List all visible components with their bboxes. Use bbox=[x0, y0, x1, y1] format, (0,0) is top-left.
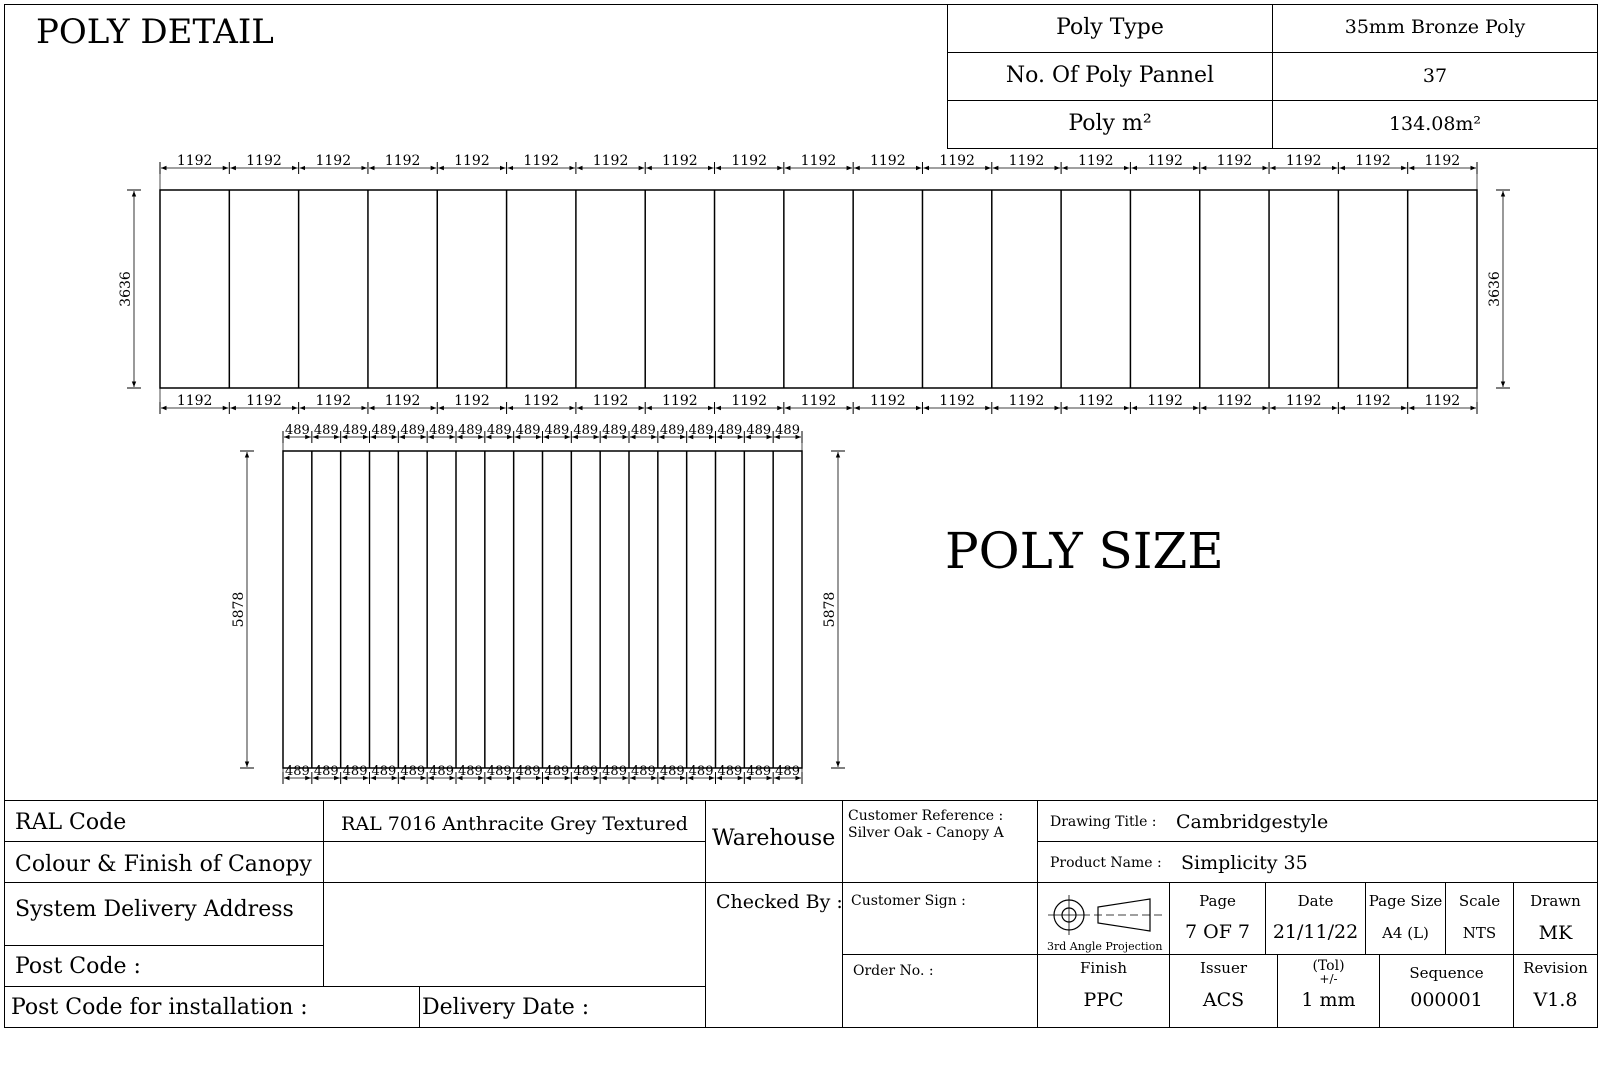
tolerance-label: (Tol) bbox=[1312, 958, 1345, 974]
width-dim-label: 489 bbox=[775, 423, 800, 438]
height-dim-label: 5878 bbox=[231, 591, 247, 628]
width-dim-label: 1192 bbox=[939, 393, 975, 409]
delivery-address-label-cell bbox=[4, 882, 324, 946]
width-dim-label: 489 bbox=[602, 423, 627, 438]
width-dim-label: 1192 bbox=[800, 393, 837, 409]
width-dim-label: 489 bbox=[342, 423, 368, 438]
width-dim-label: 489 bbox=[486, 423, 512, 438]
height-dim-label: 3636 bbox=[118, 271, 134, 307]
delivery-address-value-cell bbox=[323, 882, 706, 987]
width-dim-label: 489 bbox=[400, 423, 426, 438]
width-dim-label: 1192 bbox=[662, 393, 698, 409]
width-dim-label: 489 bbox=[544, 764, 570, 779]
third-angle-projection-icon bbox=[1046, 895, 1164, 935]
width-dim-label: 489 bbox=[717, 764, 743, 779]
width-dim-label: 489 bbox=[515, 764, 541, 779]
width-dim-label: 489 bbox=[659, 423, 685, 438]
width-dim-label: 1192 bbox=[592, 153, 629, 169]
width-dim-label: 489 bbox=[544, 423, 570, 438]
product-name-cell bbox=[1037, 841, 1598, 883]
scale-label: Scale bbox=[1458, 892, 1501, 910]
width-dim-label: 1192 bbox=[523, 153, 560, 169]
customer-ref-label: Customer Reference : bbox=[848, 808, 1004, 824]
revision-label: Revision bbox=[1523, 959, 1588, 977]
delivery-address-label: System Delivery Address bbox=[15, 897, 294, 922]
colour-value-cell bbox=[323, 841, 706, 883]
width-dim-label: 489 bbox=[458, 764, 483, 779]
width-dim-label: 489 bbox=[746, 423, 772, 438]
width-dim-label: 1192 bbox=[454, 393, 490, 409]
post-code-label: Post Code : bbox=[15, 954, 141, 979]
width-dim-label: 1192 bbox=[1285, 153, 1322, 169]
projection-cell bbox=[1037, 882, 1170, 955]
ral-code-value: RAL 7016 Anthracite Grey Textured bbox=[341, 813, 688, 835]
width-dim-label: 1192 bbox=[869, 153, 906, 169]
width-dim-label: 489 bbox=[371, 423, 397, 438]
page-title: POLY DETAIL bbox=[36, 12, 274, 52]
colour-label: Colour & Finish of Canopy bbox=[15, 852, 312, 877]
revision-cell bbox=[1513, 954, 1598, 1028]
scale-value: NTS bbox=[1462, 924, 1497, 942]
poly-area-label: Poly m² bbox=[1068, 111, 1152, 136]
colour-label-cell bbox=[4, 841, 324, 883]
width-dim-label: 1192 bbox=[315, 153, 352, 169]
issuer-label: Issuer bbox=[1199, 959, 1248, 977]
width-dim-label: 1192 bbox=[176, 153, 213, 169]
poly-size-label: POLY SIZE bbox=[945, 522, 1224, 580]
width-dim-label: 1192 bbox=[731, 393, 768, 409]
top-panel-group bbox=[118, 153, 1510, 414]
width-dim-label: 1192 bbox=[939, 153, 975, 169]
width-dim-label: 1192 bbox=[662, 153, 698, 169]
width-dim-label: 1192 bbox=[1424, 153, 1461, 169]
order-no-label: Order No. : bbox=[853, 963, 934, 979]
width-dim-label: 489 bbox=[515, 423, 541, 438]
ral-code-value-cell bbox=[323, 800, 706, 842]
width-dim-label: 1192 bbox=[384, 153, 421, 169]
date-label: Date bbox=[1297, 892, 1334, 910]
product-name-value: Simplicity 35 bbox=[1181, 852, 1308, 874]
width-dim-label: 1192 bbox=[454, 153, 490, 169]
tolerance-sub: +/- bbox=[1319, 972, 1338, 986]
width-dim-label: 1192 bbox=[1077, 153, 1114, 169]
width-dim-label: 1192 bbox=[246, 153, 282, 169]
width-dim-label: 1192 bbox=[1008, 393, 1045, 409]
width-dim-label: 489 bbox=[688, 764, 714, 779]
width-dim-label: 1192 bbox=[176, 393, 213, 409]
width-dim-label: 1192 bbox=[1077, 393, 1114, 409]
post-code-cell bbox=[4, 945, 324, 987]
customer-ref-cell bbox=[842, 800, 1038, 883]
width-dim-label: 489 bbox=[688, 423, 714, 438]
customer-sign-label: Customer Sign : bbox=[851, 893, 966, 909]
width-dim-label: 1192 bbox=[869, 393, 906, 409]
page-size-cell bbox=[1365, 882, 1446, 955]
poly-type-value: 35mm Bronze Poly bbox=[1344, 16, 1526, 38]
width-dim-label: 1192 bbox=[384, 393, 421, 409]
width-dim-label: 489 bbox=[371, 764, 397, 779]
bottom-panel-group bbox=[231, 423, 845, 784]
width-dim-label: 1192 bbox=[246, 393, 282, 409]
width-dim-label: 489 bbox=[631, 423, 656, 438]
sequence-cell bbox=[1379, 954, 1514, 1028]
width-dim-label: 489 bbox=[573, 423, 599, 438]
panel-outline bbox=[160, 190, 1477, 388]
width-dim-label: 1192 bbox=[523, 393, 560, 409]
delivery-date-label: Delivery Date : bbox=[422, 995, 590, 1020]
width-dim-label: 1192 bbox=[1147, 393, 1183, 409]
width-dim-label: 1192 bbox=[1424, 393, 1461, 409]
width-dim-label: 1192 bbox=[1355, 393, 1391, 409]
width-dim-label: 489 bbox=[631, 764, 656, 779]
issuer-cell bbox=[1169, 954, 1278, 1028]
width-dim-label: 489 bbox=[775, 764, 800, 779]
finish-cell bbox=[1037, 954, 1170, 1028]
width-dim-label: 489 bbox=[573, 764, 599, 779]
width-dim-label: 1192 bbox=[1147, 153, 1183, 169]
tolerance-value: 1 mm bbox=[1301, 989, 1356, 1011]
delivery-date-cell bbox=[419, 986, 706, 1028]
width-dim-label: 489 bbox=[486, 764, 512, 779]
finish-value: PPC bbox=[1083, 989, 1124, 1011]
warehouse-label: Warehouse bbox=[712, 826, 836, 851]
width-dim-label: 489 bbox=[602, 764, 627, 779]
customer-sign-cell bbox=[842, 882, 1038, 955]
page-value: 7 OF 7 bbox=[1184, 921, 1250, 943]
width-dim-label: 489 bbox=[659, 764, 685, 779]
drawing-title-label: Drawing Title : bbox=[1050, 814, 1157, 830]
drawing-title-cell bbox=[1037, 800, 1598, 842]
revision-value: V1.8 bbox=[1533, 989, 1578, 1011]
panel-count-label: No. Of Poly Pannel bbox=[1005, 63, 1215, 88]
width-dim-label: 489 bbox=[313, 764, 339, 779]
checked-by-label: Checked By : bbox=[716, 891, 843, 913]
height-dim-label: 5878 bbox=[822, 591, 838, 628]
finish-label: Finish bbox=[1079, 959, 1128, 977]
ral-code-label: RAL Code bbox=[15, 810, 127, 835]
height-dim-label: 3636 bbox=[1487, 271, 1503, 307]
width-dim-label: 489 bbox=[717, 423, 743, 438]
customer-ref-value: Silver Oak - Canopy A bbox=[848, 825, 1004, 841]
width-dim-label: 489 bbox=[429, 423, 454, 438]
width-dim-label: 489 bbox=[285, 423, 310, 438]
width-dim-label: 489 bbox=[400, 764, 426, 779]
poly-area-value: 134.08m² bbox=[1388, 113, 1482, 135]
width-dim-label: 1192 bbox=[315, 393, 352, 409]
sequence-value: 000001 bbox=[1410, 989, 1483, 1011]
width-dim-label: 1192 bbox=[731, 153, 768, 169]
width-dim-label: 1192 bbox=[1008, 153, 1045, 169]
scale-cell bbox=[1445, 882, 1514, 955]
issuer-value: ACS bbox=[1202, 989, 1245, 1011]
width-dim-label: 489 bbox=[746, 764, 772, 779]
order-no-cell bbox=[842, 954, 1038, 1028]
projection-label: 3rd Angle Projection bbox=[1047, 940, 1163, 953]
width-dim-label: 489 bbox=[285, 764, 310, 779]
width-dim-label: 1192 bbox=[1355, 153, 1391, 169]
drawing-title-value: Cambridgestyle bbox=[1176, 811, 1329, 833]
checked-by-cell bbox=[705, 882, 843, 1028]
page-cell bbox=[1169, 882, 1266, 955]
post-code-install-label: Post Code for installation : bbox=[11, 995, 308, 1020]
tolerance-cell bbox=[1277, 954, 1380, 1028]
width-dim-label: 1192 bbox=[1216, 393, 1253, 409]
width-dim-label: 1192 bbox=[1216, 153, 1253, 169]
date-value: 21/11/22 bbox=[1272, 921, 1359, 943]
ral-code-label-cell bbox=[4, 800, 324, 842]
width-dim-label: 489 bbox=[342, 764, 368, 779]
poly-type-label: Poly Type bbox=[1056, 15, 1164, 40]
drawn-label: Drawn bbox=[1530, 892, 1581, 910]
width-dim-label: 489 bbox=[458, 423, 483, 438]
page-label: Page bbox=[1199, 892, 1236, 910]
width-dim-label: 1192 bbox=[592, 393, 629, 409]
width-dim-label: 489 bbox=[313, 423, 339, 438]
sequence-label: Sequence bbox=[1409, 964, 1484, 982]
product-name-label: Product Name : bbox=[1050, 855, 1162, 871]
date-cell bbox=[1265, 882, 1366, 955]
drawn-cell bbox=[1513, 882, 1598, 955]
page-size-label: Page Size bbox=[1368, 892, 1443, 910]
panel-count-value: 37 bbox=[1422, 65, 1448, 87]
post-code-install-cell bbox=[4, 986, 420, 1028]
width-dim-label: 489 bbox=[429, 764, 454, 779]
drawn-value: MK bbox=[1538, 922, 1573, 944]
warehouse-cell bbox=[705, 800, 843, 883]
width-dim-label: 1192 bbox=[1285, 393, 1322, 409]
page-size-value: A4 (L) bbox=[1382, 924, 1429, 942]
width-dim-label: 1192 bbox=[800, 153, 837, 169]
